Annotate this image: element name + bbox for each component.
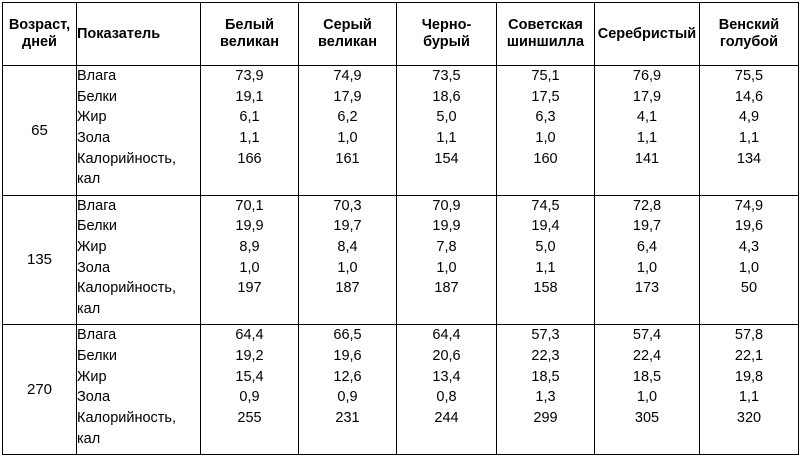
value: 57,8 [734, 327, 764, 344]
value: 1,0 [636, 259, 658, 276]
header-age [3, 3, 77, 66]
value-cell [299, 66, 397, 196]
value: 70,9 [432, 197, 461, 214]
value: 1,1 [738, 130, 760, 147]
value-cell [201, 66, 299, 196]
age-value: 270 [26, 381, 53, 399]
value: 19,4 [531, 218, 560, 235]
value: 22,3 [531, 348, 560, 364]
header-breed-5 [700, 3, 799, 66]
value: 7,8 [436, 239, 457, 256]
value: 1,0 [337, 130, 358, 147]
value: 17,5 [531, 88, 560, 105]
header-breed-3-line: Советская [508, 17, 583, 33]
value: 1,0 [239, 259, 260, 276]
indicator-label: Зола [77, 130, 111, 147]
value: 70,1 [235, 197, 264, 214]
value: 4,1 [636, 109, 658, 126]
value-cell [397, 66, 497, 196]
header-indicator [77, 3, 201, 66]
value-cell [299, 195, 397, 325]
value: 75,1 [531, 68, 560, 84]
value: 0,9 [239, 389, 260, 406]
value: 5,0 [436, 109, 457, 126]
value: 70,3 [333, 197, 362, 214]
value: 158 [533, 280, 558, 297]
value: 12,6 [333, 368, 362, 385]
value: 18,6 [432, 88, 461, 105]
value: 13,4 [432, 368, 461, 385]
value: 19,9 [432, 218, 461, 235]
age-value: 135 [26, 251, 53, 269]
value-cell [700, 195, 799, 325]
value: 8,4 [337, 239, 358, 256]
value: 17,9 [632, 88, 662, 105]
nutrition-table [2, 2, 799, 455]
header-breed-2-line: Черно- [421, 17, 472, 33]
value: 5,0 [535, 239, 556, 256]
indicator-label: Калорийность, [77, 280, 177, 297]
value: 18,5 [531, 368, 560, 385]
header-age-line: дней [22, 34, 57, 50]
value: 15,4 [235, 368, 264, 385]
value: 64,4 [235, 327, 264, 344]
indicator-cell [77, 325, 201, 455]
indicator-label: Жир [77, 368, 107, 385]
value: 1,0 [535, 130, 556, 147]
header-breed-1-line: Серый [323, 17, 372, 33]
value-cell [595, 66, 700, 196]
value-cell [497, 195, 595, 325]
indicator-label: кал [77, 430, 101, 447]
indicator-label: кал [77, 301, 101, 318]
indicator-cell [77, 195, 201, 325]
value: 305 [634, 410, 660, 427]
value: 66,5 [333, 327, 362, 344]
value-cell [700, 325, 799, 455]
value: 161 [335, 150, 360, 167]
value: 197 [237, 280, 262, 297]
indicator-label: Зола [77, 259, 111, 276]
value: 74,9 [734, 197, 764, 214]
header-breed-3 [497, 3, 595, 66]
value: 74,9 [333, 68, 362, 84]
value: 19,7 [333, 218, 362, 235]
value: 154 [434, 150, 459, 167]
value-cell [497, 325, 595, 455]
value: 19,6 [734, 218, 764, 235]
header-breed-1 [299, 3, 397, 66]
value-cell [700, 66, 799, 196]
value: 1,1 [738, 389, 760, 406]
indicator-label: Калорийность, [77, 410, 177, 427]
indicator-label: Зола [77, 389, 111, 406]
value: 1,3 [535, 389, 556, 406]
value: 1,0 [636, 389, 658, 406]
value: 1,0 [738, 259, 760, 276]
value: 244 [434, 410, 459, 427]
value: 76,9 [632, 68, 662, 84]
age-cell [3, 195, 77, 325]
value: 134 [736, 150, 762, 167]
value: 19,2 [235, 348, 264, 364]
indicator-cell [77, 66, 201, 196]
header-breed-0 [201, 3, 299, 66]
header-breed-1-line: великан [318, 34, 377, 50]
value: 0,9 [337, 389, 358, 406]
value-cell [497, 66, 595, 196]
value: 73,5 [432, 68, 461, 84]
value: 6,4 [636, 239, 658, 256]
value: 22,1 [734, 348, 764, 364]
value: 22,4 [632, 348, 662, 364]
value: 57,3 [531, 327, 560, 344]
value: 1,0 [337, 259, 358, 276]
value: 1,1 [436, 130, 457, 147]
value: 50 [740, 280, 758, 297]
indicator-label: Жир [77, 239, 107, 256]
value: 141 [634, 150, 660, 167]
value: 75,5 [734, 68, 764, 84]
header-indicator-line: Показатель [77, 25, 161, 42]
value: 255 [237, 410, 262, 427]
header-row [3, 3, 799, 66]
value: 1,1 [239, 130, 260, 147]
value: 19,8 [734, 368, 764, 385]
header-breed-5-line: Венский [718, 17, 780, 33]
value: 231 [335, 410, 360, 427]
value: 19,7 [632, 218, 662, 235]
header-breed-2 [397, 3, 497, 66]
value: 187 [335, 280, 360, 297]
header-breed-4 [595, 3, 700, 66]
value: 57,4 [632, 327, 662, 344]
header-breed-0-line: Белый [225, 17, 274, 33]
value: 72,8 [632, 197, 662, 214]
indicator-label: Жир [77, 109, 107, 126]
value-cell [201, 325, 299, 455]
value: 6,3 [535, 109, 556, 126]
header-breed-5-line: голубой [719, 34, 779, 50]
value: 19,1 [235, 88, 264, 105]
header-breed-2-line: бурый [423, 34, 470, 50]
indicator-label: Влага [77, 68, 117, 84]
header-breed-4-line: Серебристый [597, 25, 697, 42]
value-cell [397, 195, 497, 325]
value: 1,1 [535, 259, 556, 276]
header-breed-0-line: великан [220, 34, 279, 50]
age-cell [3, 325, 77, 455]
value: 6,2 [337, 109, 358, 126]
value: 6,1 [239, 109, 260, 126]
indicator-label: Влага [77, 327, 117, 344]
value: 1,0 [436, 259, 457, 276]
age-value: 65 [31, 121, 48, 139]
value: 320 [736, 410, 762, 427]
header-breed-3-line: шиншилла [506, 34, 585, 50]
value: 64,4 [432, 327, 461, 344]
value: 8,9 [239, 239, 260, 256]
value: 17,9 [333, 88, 362, 105]
value: 0,8 [436, 389, 457, 406]
value: 18,5 [632, 368, 662, 385]
indicator-label: Калорийность, [77, 150, 177, 167]
table-row [3, 66, 799, 196]
indicator-label: Влага [77, 197, 117, 214]
value: 1,1 [636, 130, 658, 147]
indicator-label: кал [77, 171, 101, 188]
value: 166 [237, 150, 262, 167]
age-cell [3, 66, 77, 196]
value: 73,9 [235, 68, 264, 84]
value-cell [595, 195, 700, 325]
value-cell [201, 195, 299, 325]
value: 19,9 [235, 218, 264, 235]
indicator-label: Белки [77, 88, 118, 105]
table-row [3, 325, 799, 455]
indicator-label: Белки [77, 348, 118, 364]
value-cell [397, 325, 497, 455]
value: 74,5 [531, 197, 560, 214]
value: 160 [533, 150, 558, 167]
header-age-line: Возраст, [8, 17, 71, 33]
value: 19,6 [333, 348, 362, 364]
value: 14,6 [734, 88, 764, 105]
value: 187 [434, 280, 459, 297]
table-row [3, 195, 799, 325]
value: 173 [634, 280, 660, 297]
value-cell [595, 325, 700, 455]
value-cell [299, 325, 397, 455]
value: 299 [533, 410, 558, 427]
value: 4,3 [738, 239, 760, 256]
indicator-label: Белки [77, 218, 118, 235]
value: 4,9 [738, 109, 760, 126]
value: 20,6 [432, 348, 461, 364]
